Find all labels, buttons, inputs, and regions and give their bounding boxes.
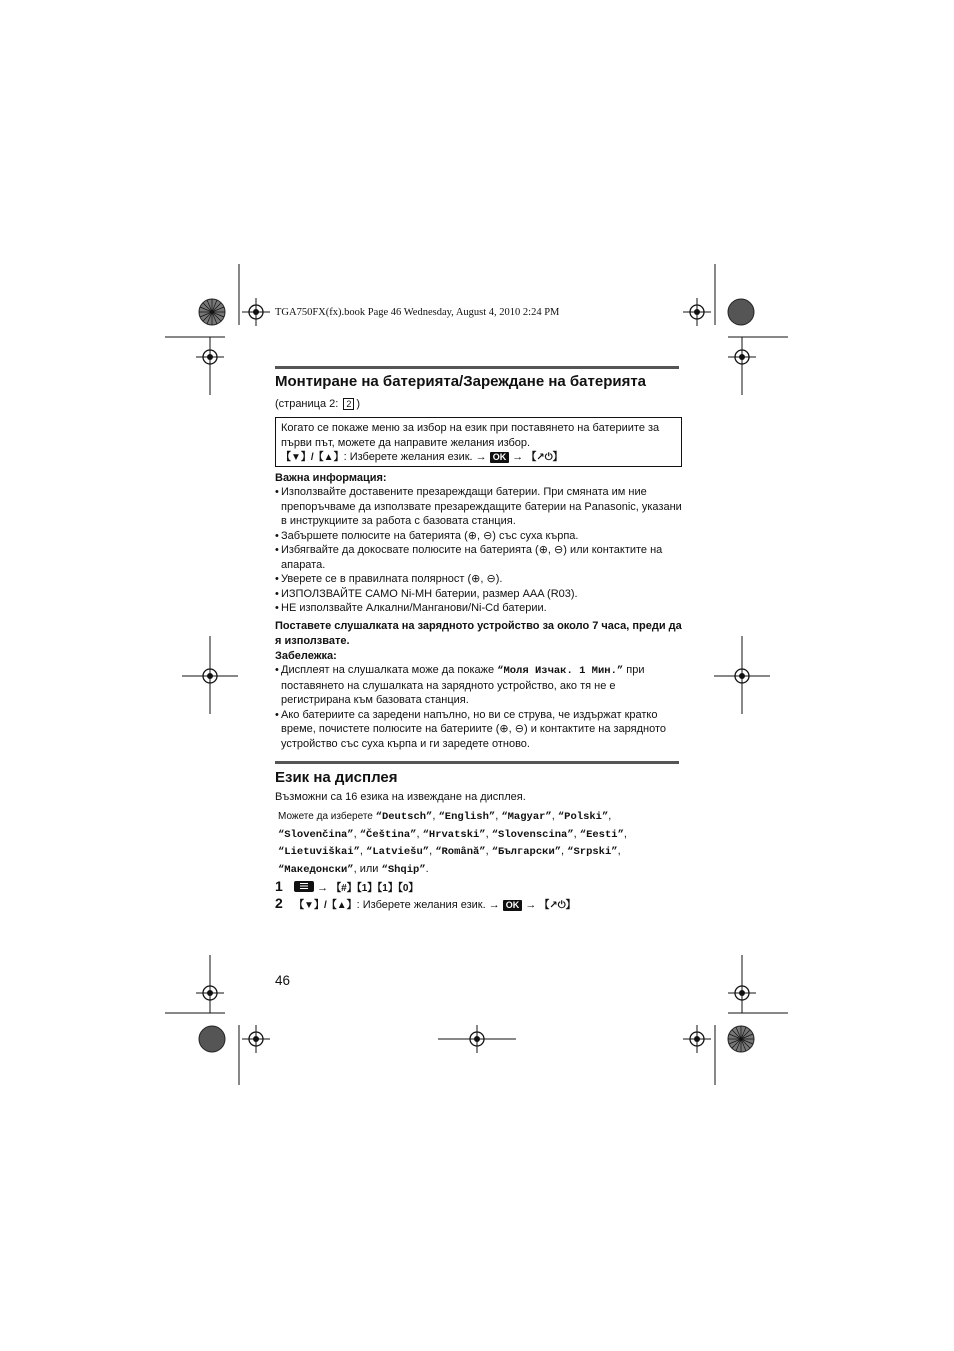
remark-list [275, 663, 683, 751]
language-list: “Deutsch”, “English”, “Magyar”, “Polski”, “Slovenčina”, “Čeština”, “Hrvatski”, “Slovenscina”, “Eesti”, “Lietuviškai”, “Latviešu”, “Română”, “Български”, “Srpski”, “Македонски”, или “Shqip”. [278, 810, 627, 876]
language-option: “Македонски” [278, 863, 354, 876]
menu-key-icon [294, 881, 314, 892]
display-message: “Моля Изчак. 1 Мин.” [497, 665, 624, 677]
language-option: “English” [438, 811, 496, 823]
step-2: 2 【▼】/【▲】: Изберете желания език. → OK → 【↗⏻】 [275, 895, 576, 911]
up-down-keys: 【▼】/【▲】 [281, 452, 344, 463]
registration-mark [683, 298, 711, 326]
registration-mark [242, 1025, 270, 1053]
section-rule [275, 761, 679, 764]
registration-mark [242, 298, 270, 326]
off-key-icon: 【↗⏻】 [526, 452, 563, 463]
language-option: “Hrvatski” [422, 828, 486, 841]
list-item: • Уверете се в правилната полярност (⊕, ⊖). [275, 572, 683, 587]
language-option: “Română” [435, 846, 486, 858]
page-reference: (страница 2: 2 ) [275, 398, 361, 410]
language-option: “Čeština” [359, 828, 417, 841]
page-number: 46 [275, 973, 291, 988]
language-option: “Slovenčina” [278, 828, 354, 841]
section-rule [275, 366, 679, 369]
star-target-top-left [199, 299, 225, 325]
language-option: “Latviešu” [366, 846, 430, 858]
arrow-icon: → [475, 451, 487, 463]
language-option: “Български” [491, 846, 562, 858]
section-title-battery: Монтиране на батерията/Зареждане на батерията [275, 373, 647, 390]
ok-key-icon: OK [503, 900, 523, 911]
up-down-keys: 【▼】/【▲】 [294, 900, 357, 911]
registration-mark [683, 1025, 711, 1053]
language-option: “Srpski” [567, 846, 618, 858]
important-list [275, 485, 683, 616]
remark-label: Забележка: [275, 650, 337, 662]
important-label: Важна информация: [275, 472, 387, 484]
language-option: “Deutsch” [375, 811, 433, 823]
list-item: • ИЗПОЛЗВАЙТЕ САМО Ni-MH батерии, размер AAA (R03). [275, 587, 683, 602]
language-options: Можете да изберете “Deutsch”, “English”, “Magyar”, “Polski”, “Slovenčina”, “Čeština”, “Hrvatski”, “Slovenscina”, “Eesti”, “Lietuviškai”, “Latviešu”, “Română”, “Български”, “Srpski”, “Македонски”, или “Shqip”. [278, 810, 627, 876]
list-item: • Ако батериите са заредени напълно, но ви се струва, че издържат кратко време, почистете полюсите на батериите (⊕, ⊖) и контактите на зарядното устройство със суха кърпа и ги заредете отново. [275, 708, 683, 752]
list-item: • Използвайте доставените презареждащи батерии. При смяната им ние препоръчваме да използвате презареждащите батерии на Panasonic, указани в инструкциите за работа с базовата станция. [275, 485, 683, 529]
arrow-icon: → [317, 882, 329, 894]
list-item: • НЕ използвайте Алкални/Манганови/Ni-Cd батерии. [275, 601, 683, 616]
language-option: “Lietuviškai” [278, 846, 360, 858]
off-key-icon: 【↗⏻】 [539, 900, 576, 911]
section-title-display-language: Език на дисплея [275, 769, 398, 786]
ok-key-icon: OK [490, 452, 510, 463]
language-selection-box: Когато се покаже меню за избор на език при поставянето на батериите за първи път, можете да направите желания избор. 【▼】/【▲】: Изберете желания език. → OK → 【↗⏻】 [275, 417, 682, 467]
charge-note: Поставете слушалката на зарядното устройство за около 7 часа, преди да я използвате. [275, 620, 682, 647]
list-item: • Избягвайте да докосвате полюсите на батерията (⊕, ⊖) или контактите на апарата. [275, 543, 683, 572]
language-option: “Shqip” [381, 863, 426, 876]
language-option: “Magyar” [501, 811, 552, 823]
dark-target-top-right [728, 299, 754, 325]
language-option: “Eesti” [579, 828, 624, 841]
key-sequence: 【#】【1】【1】【0】 [331, 883, 419, 894]
book-header-line: TGA750FX(fx).book Page 46 Wednesday, August 4, 2010 2:24 PM [275, 307, 560, 318]
arrow-icon: → [488, 899, 500, 911]
list-item: • Дисплеят на слушалката може да покаже “Моля Изчак. 1 Мин.” при поставянето на слушалката на зарядното устройство, ако тя не е регистрирана към базовата станция. [275, 663, 683, 708]
arrow-icon: → [525, 899, 537, 911]
language-option: “Slovenscina” [491, 828, 574, 841]
languages-intro: Възможни са 16 езика на извеждане на дисплея. [275, 791, 526, 803]
dark-target-bottom-left [199, 1026, 225, 1052]
page-ref-number: 2 [343, 398, 354, 410]
arrow-icon: → [512, 451, 524, 463]
step-1: 1 → 【#】【1】【1】【0】 [275, 878, 419, 894]
star-target-bottom-right [728, 1026, 754, 1052]
language-option: “Polski” [557, 811, 609, 823]
list-item: • Забършете полюсите на батерията (⊕, ⊖) със суха кърпа. [275, 529, 683, 544]
or-word: или [356, 862, 382, 875]
